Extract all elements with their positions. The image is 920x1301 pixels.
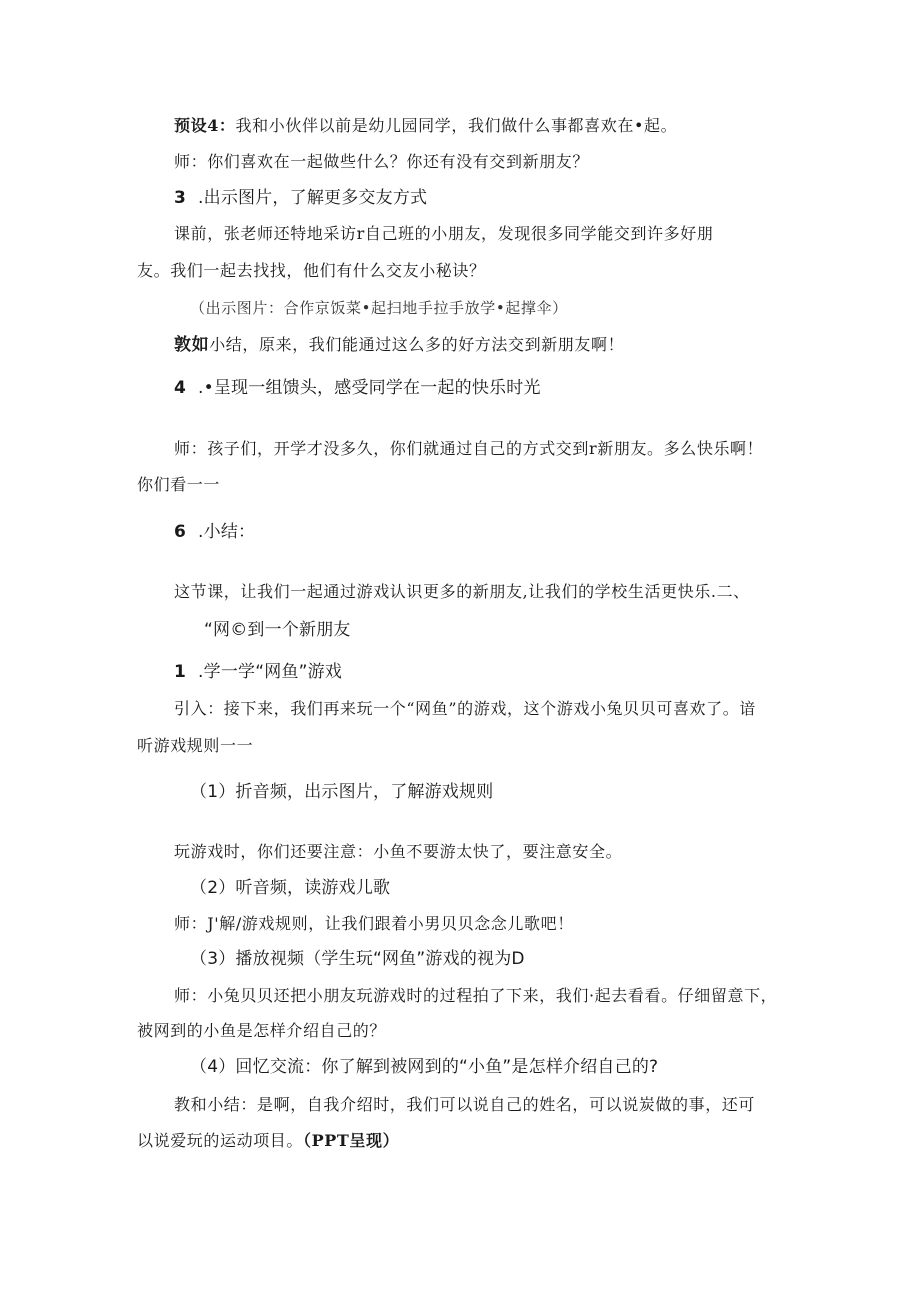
paragraph: 你们看一一 <box>137 475 221 494</box>
subsection-heading: （4）回忆交流：你了解到被网到的“小鱼”是怎样介绍自己的? <box>190 1057 659 1077</box>
paragraph: 玩游戏时，你们还要注意：小鱼不要游太快了，要注意安全。 <box>174 842 623 861</box>
ppt-note: （PPT呈现） <box>303 1131 400 1150</box>
section-heading: 3 .出示图片，了解更多交友方式 <box>174 188 428 208</box>
preset-label: 预设4： <box>174 116 236 135</box>
paragraph: 引入：接下来，我们再来玩一个“网鱼”的游戏，这个游戏小兔贝贝可喜欢了。谙 <box>174 699 756 718</box>
summary-label: 敦如 <box>174 335 210 355</box>
paragraph: 师：小兔贝贝还把小朋友玩游戏时的过程拍了下来，我们·起去看看。仔细留意下， <box>174 986 778 1005</box>
paragraph: 师：J'解/游戏规则，让我们跟着小男贝贝念念儿歌吧！ <box>174 914 574 933</box>
chapter-heading: “网©到一个新朋友 <box>204 620 351 640</box>
image-caption: （出示图片：合作京饭菜•起扫地手拉手放学•起撑伞） <box>190 299 568 317</box>
subsection-heading: （3）播放视频（学生玩“网鱼”游戏的视为D <box>190 949 525 969</box>
paragraph: 师：孩子们，开学才没多久，你们就通过自己的方式交到r新朋友。多么快乐啊！ <box>174 439 764 458</box>
paragraph: 这节课，让我们一起通过游戏认识更多的新朋友,让我们的学校生活更快乐.二、 <box>174 582 750 601</box>
paragraph: 被网到的小鱼是怎样介绍自己的？ <box>137 1021 387 1040</box>
paragraph: 以说爱玩的运动项目。（PPT呈现） <box>137 1131 400 1150</box>
paragraph: 教和小结：是啊，自我介绍时，我们可以说自己的姓名，可以说炭做的事，还可 <box>174 1095 756 1114</box>
paragraph: 敦如小结，原来，我们能通过这么多的好方法交到新朋友啊！ <box>174 335 625 355</box>
subsection-heading: （1）折音频，出示图片，了解游戏规则 <box>190 782 494 802</box>
subsection-heading: （2）听音频，读游戏儿歌 <box>190 878 391 898</box>
section-heading: 6 .小结： <box>174 522 256 542</box>
paragraph: 课前，张老师还特地采访r自己班的小朋友，发现很多同学能交到许多好朋 <box>174 224 714 243</box>
section-heading: 4 .•呈现一组馈头，感受同学在一起的快乐时光 <box>174 378 541 398</box>
section-heading: 1 .学一学“网鱼”游戏 <box>174 662 343 682</box>
paragraph: 友。我们一起去找找，他们有什么交友小秘诀？ <box>137 261 486 280</box>
paragraph: 预设4：我和小伙伴以前是幼儿园同学，我们做什么事都喜欢在•起。 <box>174 116 678 135</box>
paragraph: 师：你们喜欢在一起做些什么？你还有没有交到新朋友？ <box>174 152 590 171</box>
paragraph: 听游戏规则一一 <box>137 736 254 755</box>
